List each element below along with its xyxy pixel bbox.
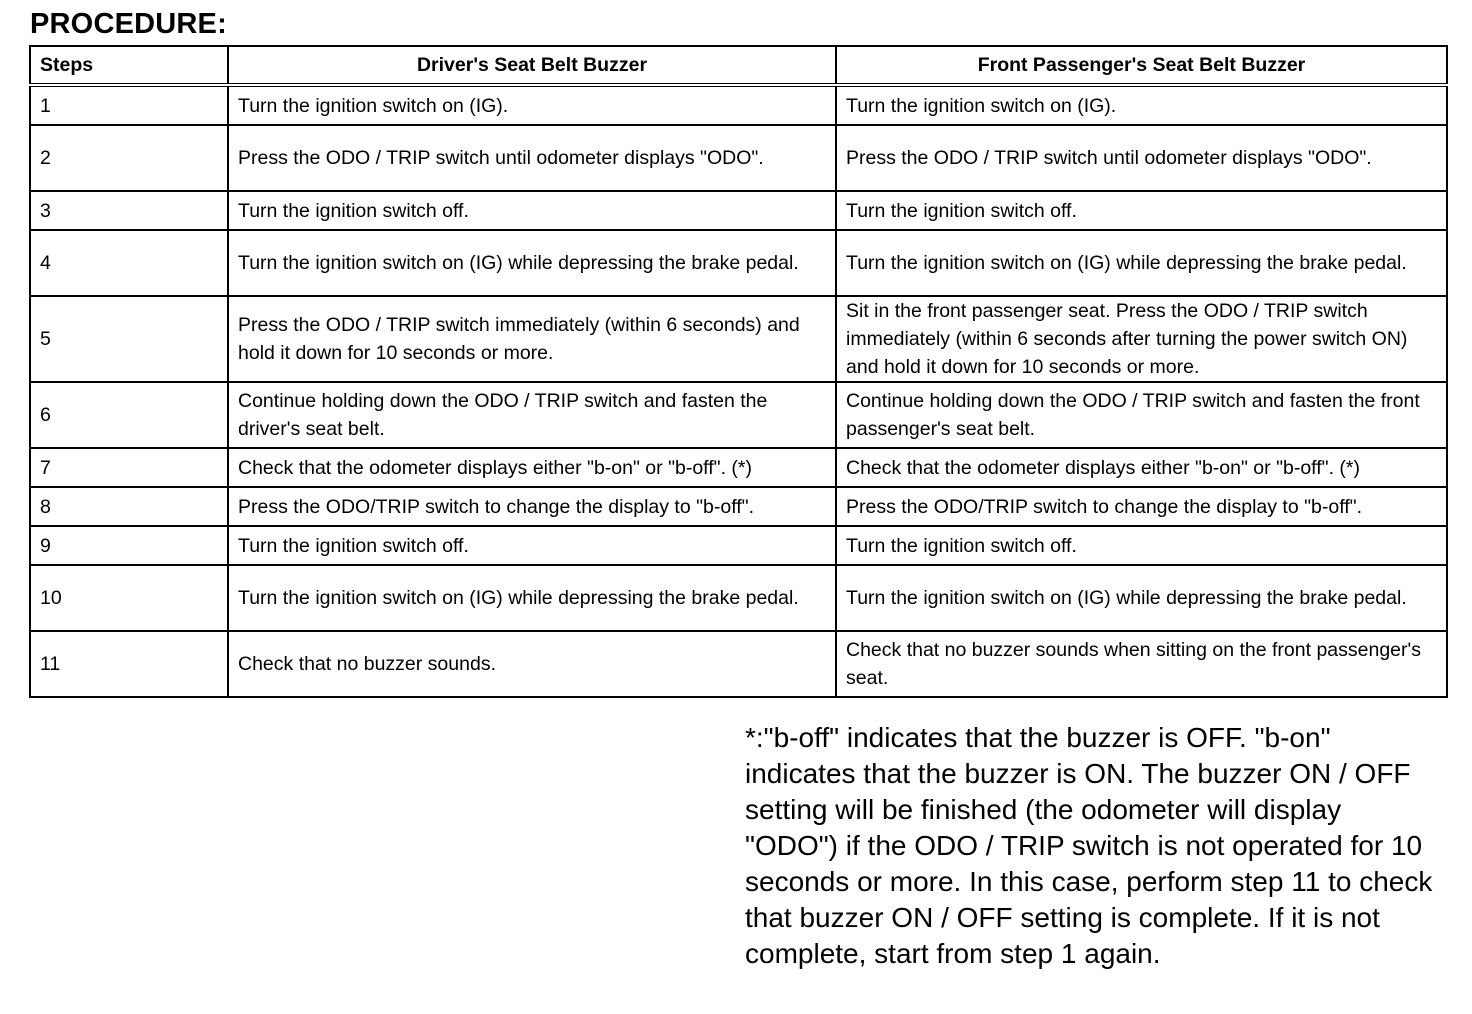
driver-instruction: Turn the ignition switch off. (228, 526, 836, 565)
passenger-instruction: Turn the ignition switch on (IG). (836, 85, 1447, 125)
table-row (30, 631, 1447, 697)
passenger-instruction: Turn the ignition switch off. (836, 526, 1447, 565)
table-row (30, 526, 1447, 565)
step-number: 1 (30, 85, 228, 125)
step-number: 11 (30, 631, 228, 697)
passenger-instruction: Check that the odometer displays either "b-on" or "b-off". (*) (836, 448, 1447, 487)
driver-instruction: Turn the ignition switch on (IG) while depressing the brake pedal. (228, 565, 836, 631)
passenger-instruction: Press the ODO / TRIP switch until odometer displays "ODO". (836, 125, 1447, 191)
driver-instruction: Press the ODO / TRIP switch until odometer displays "ODO". (228, 125, 836, 191)
page-title: PROCEDURE: (30, 8, 227, 40)
table-row (30, 85, 1447, 125)
driver-instruction: Press the ODO/TRIP switch to change the display to "b-off". (228, 487, 836, 526)
passenger-instruction: Turn the ignition switch off. (836, 191, 1447, 230)
step-number: 4 (30, 230, 228, 296)
driver-instruction: Check that the odometer displays either "b-on" or "b-off". (*) (228, 448, 836, 487)
passenger-instruction: Continue holding down the ODO / TRIP switch and fasten the front passenger's seat belt. (836, 382, 1447, 448)
table-row (30, 191, 1447, 230)
step-number: 3 (30, 191, 228, 230)
table-row (30, 565, 1447, 631)
step-number: 5 (30, 296, 228, 382)
step-number: 2 (30, 125, 228, 191)
driver-instruction: Turn the ignition switch on (IG) while depressing the brake pedal. (228, 230, 836, 296)
footnote: *:"b-off" indicates that the buzzer is OFF. "b-on" indicates that the buzzer is ON. The buzzer ON / OFF setting will be finished (the odometer will display "ODO") if the ODO / TRIP switch is not operated for 10 seconds or more. In this case, perform step 11 to check that buzzer ON / OFF setting is complete. If it is not complete, start from step 1 again. (745, 722, 1433, 969)
header-driver: Driver's Seat Belt Buzzer (228, 46, 836, 85)
driver-instruction: Turn the ignition switch on (IG). (228, 85, 836, 125)
passenger-instruction: Turn the ignition switch on (IG) while depressing the brake pedal. (836, 565, 1447, 631)
driver-instruction: Press the ODO / TRIP switch immediately (within 6 seconds) and hold it down for 10 seconds or more. (228, 296, 836, 382)
passenger-instruction: Check that no buzzer sounds when sitting on the front passenger's seat. (836, 631, 1447, 697)
table-row (30, 382, 1447, 448)
table-row (30, 125, 1447, 191)
step-number: 8 (30, 487, 228, 526)
header-steps: Steps (30, 46, 228, 85)
step-number: 7 (30, 448, 228, 487)
procedure-table (29, 45, 1448, 698)
driver-instruction: Check that no buzzer sounds. (228, 631, 836, 697)
table-row (30, 487, 1447, 526)
header-passenger: Front Passenger's Seat Belt Buzzer (836, 46, 1447, 85)
step-number: 9 (30, 526, 228, 565)
step-number: 6 (30, 382, 228, 448)
passenger-instruction: Turn the ignition switch on (IG) while depressing the brake pedal. (836, 230, 1447, 296)
driver-instruction: Continue holding down the ODO / TRIP switch and fasten the driver's seat belt. (228, 382, 836, 448)
passenger-instruction: Sit in the front passenger seat. Press the ODO / TRIP switch immediately (within 6 seconds after turning the power switch ON) and hold it down for 10 seconds or more. (836, 296, 1447, 382)
table-header-row (30, 46, 1447, 85)
passenger-instruction: Press the ODO/TRIP switch to change the display to "b-off". (836, 487, 1447, 526)
table-row (30, 448, 1447, 487)
driver-instruction: Turn the ignition switch off. (228, 191, 836, 230)
step-number: 10 (30, 565, 228, 631)
table-row (30, 230, 1447, 296)
table-row (30, 296, 1447, 382)
